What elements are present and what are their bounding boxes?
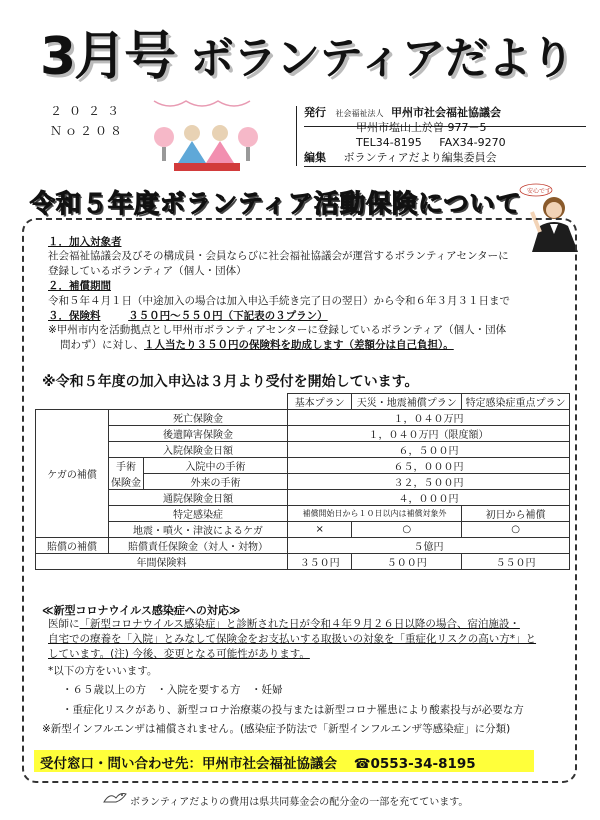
issue-number: Ｎｏ２０８ — [50, 124, 126, 138]
corona-line7: ※新型インフルエンザは補償されません。(感染症予防法で「新型インフルエンザ等感染症」に分類) — [42, 723, 511, 735]
surgery-in-label: 入院中の手術 — [143, 458, 287, 474]
application-notice: ※令和５年度の加入申込は３月より受付を開始しています。 — [42, 374, 419, 390]
outpatient-day-value: ４，０００円 — [287, 490, 569, 506]
publisher-editor: ボランティアだより編集委員会 — [343, 151, 497, 164]
section1-line2: 登録しているボランティア（個人・団体） — [48, 265, 247, 277]
premium-basic: ３５０円 — [287, 554, 351, 570]
issue-year: ２０２３ — [50, 104, 127, 118]
liability-value: ５億円 — [287, 538, 569, 554]
publisher-address: 甲州市塩山上於曽 977－5 — [356, 121, 487, 134]
injury-group-label: ケガの補償 — [36, 410, 109, 538]
premium-disaster: ５００円 — [352, 554, 462, 570]
quake-disaster: ○ — [352, 522, 462, 538]
publisher-info — [296, 106, 586, 166]
table-row — [36, 474, 570, 490]
newsletter-title: ボランティアだより — [190, 33, 574, 84]
contact-phone: ☎0553-34-8195 — [353, 756, 476, 772]
section2-line1: 令和５年４月１日（中途加入の場合は加入申込手続き完了日の翌日）から令和６年３月３１日まで — [48, 295, 510, 307]
quake-basic: × — [287, 522, 351, 538]
table-row — [36, 394, 570, 410]
table-row — [36, 490, 570, 506]
table-row — [36, 554, 570, 570]
hospital-day-label: 入院保険金日額 — [108, 442, 287, 458]
table-row — [36, 538, 570, 554]
section3-amount: ３５０円～５５０円（下記表の３プラン） — [128, 310, 328, 322]
death-value: １，０４０万円 — [287, 410, 569, 426]
contact-info — [40, 752, 476, 772]
corona-line1a: 医師に — [48, 618, 80, 630]
infection-label: 特定感染症 — [108, 506, 287, 522]
infection-value-b: 初日から補償 — [462, 506, 570, 522]
table-row — [36, 410, 570, 426]
disability-value: １，０４０万円（限度額） — [287, 426, 569, 442]
publisher-tel: TEL34-8195 — [356, 136, 422, 149]
corona-line1b: 「新型コロナウイルス感染症」と診断された日が令和４年９月２６日以降の場合、宿泊施設・ — [79, 618, 520, 630]
section3-note2b: １人当たり３５０円の保険料を助成します（差額分は自己負担）。 — [144, 339, 454, 351]
publisher-fax: FAX34-9270 — [439, 136, 506, 149]
plan-header-infection: 特定感染症重点プラン — [462, 394, 570, 410]
plan-header-basic: 基本プラン — [287, 394, 351, 410]
publisher-org-name: 甲州市社会福祉協議会 — [391, 106, 501, 119]
section1-line1: 社会福祉協議会及びその構成員・会員ならびに社会福祉協議会が運営するボランティアセンターに — [48, 250, 509, 262]
bird-icon — [102, 788, 128, 808]
corona-line3: しています。(注) 今後、変更となる可能性があります。 — [48, 648, 310, 660]
corona-title: ≪新型コロナウイルス感染症への対応≫ — [42, 604, 241, 617]
infection-value-a: 補償開始日から１０日以内は補償対象外 — [287, 506, 461, 522]
funding-note: ボランティアだよりの費用は県共同募金会の配分金の一部を充てています。 — [130, 797, 469, 808]
corona-line4: *以下の方をいいます。 — [48, 665, 158, 677]
liability-group-label: 賠償の補償 — [36, 538, 109, 554]
section3-note1: ※甲州市内を活動拠点とし甲州市ボランティアセンターに登録しているボランティア（個人・団体 — [48, 324, 507, 336]
publisher-org-type: 社会福祉法人 — [335, 109, 384, 118]
table-row — [36, 442, 570, 458]
issue-month-title: 3月号 — [40, 27, 175, 87]
surgery-out-label: 外来の手術 — [143, 474, 287, 490]
table-row — [36, 458, 570, 474]
quake-label: 地震・噴火・津波によるケガ — [108, 522, 287, 538]
surgery-out-value: ３２，５００円 — [287, 474, 569, 490]
premium-infection: ５５０円 — [462, 554, 570, 570]
outpatient-day-label: 通院保険金日額 — [108, 490, 287, 506]
speech-bubble-text: 安心です — [527, 188, 552, 195]
disability-label: 後遺障害保険金 — [108, 426, 287, 442]
quake-infection: ○ — [462, 522, 570, 538]
table-row — [36, 522, 570, 538]
section3-heading: ３．保険料 — [48, 310, 101, 322]
table-row — [36, 506, 570, 522]
treatment-group-label-2: 保険金 — [108, 474, 143, 490]
surgery-in-value: ６５，０００円 — [287, 458, 569, 474]
publisher-edit-label: 編集 — [304, 151, 326, 164]
contact-label: 受付窓口・問い合わせ先：甲州市社会福祉協議会 — [40, 756, 337, 772]
hina-dolls-illustration — [150, 97, 262, 177]
treatment-group-label-1: 手術 — [108, 458, 143, 474]
section3-note2a: 問わず）に対し、 — [60, 339, 144, 351]
section1-heading: １．加入対象者 — [48, 236, 122, 248]
publisher-divider-bottom — [304, 166, 586, 167]
corona-line6: ・重症化リスクがあり、新型コロナ治療薬の投与または新型コロナ罹患により酸素投与が必要な方 — [62, 704, 524, 716]
publisher-issue-label: 発行 — [304, 106, 326, 119]
plan-header-disaster: 天災・地震補償プラン — [352, 394, 462, 410]
death-label: 死亡保険金 — [108, 410, 287, 426]
corona-line5: ・６５歳以上の方 ・入院を要する方 ・妊婦 — [62, 684, 283, 696]
section2-heading: ２．補償期間 — [48, 280, 111, 292]
table-row — [36, 426, 570, 442]
banner-title: 令和５年度ボランティア活動保険について — [30, 189, 522, 218]
hospital-day-value: ６，５００円 — [287, 442, 569, 458]
liability-label: 賠償責任保険金（対人・対物） — [108, 538, 287, 554]
insurance-table — [35, 393, 570, 570]
corona-line2: 自宅での療養を「入院」とみなして保険金をお支払いする取扱いの対象を「重症化リスクの高い方*」と — [48, 633, 537, 645]
premium-label: 年間保険料 — [36, 554, 288, 570]
